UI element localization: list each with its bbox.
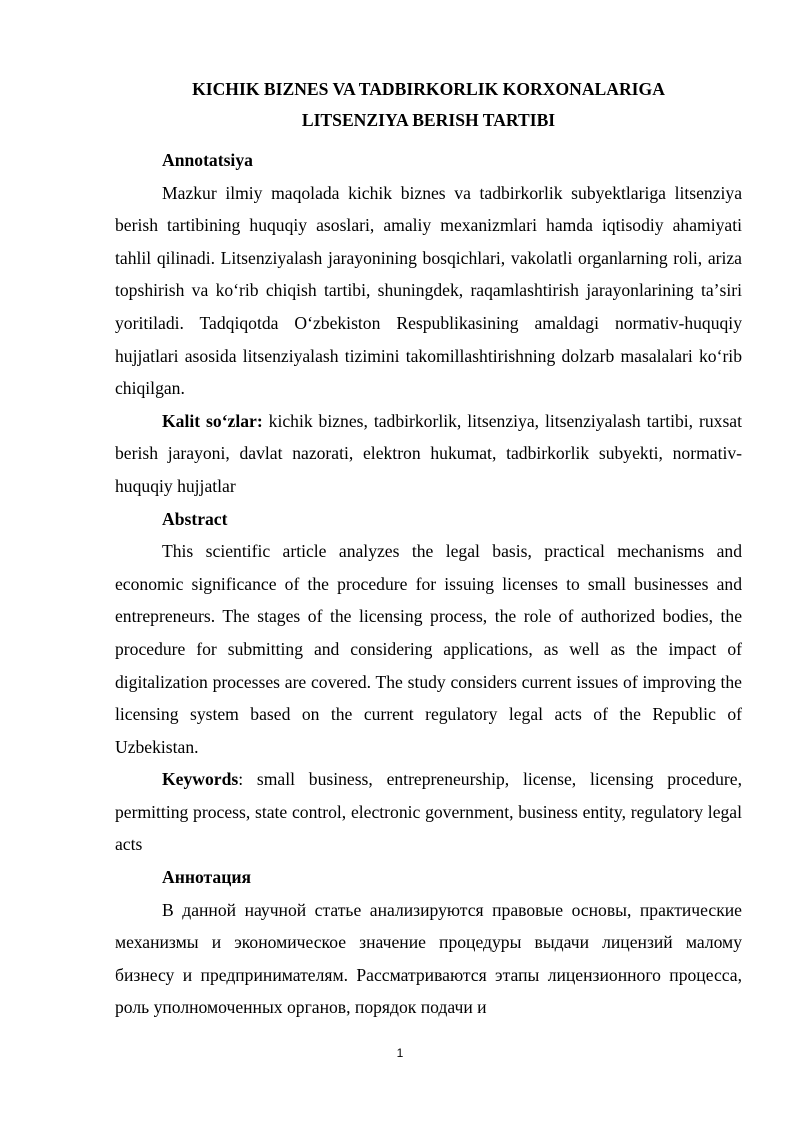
annotation-uz-heading: Annotatsiya (162, 150, 253, 170)
keywords-uz-label: Kalit soʻzlar: (162, 410, 263, 431)
annotation-ru-heading: Аннотация (162, 867, 251, 888)
keywords-en-text: : small business, entrepreneurship, license, licensing procedure, permitting process, state control, electronic government, business entity, regulatory legal acts (115, 769, 742, 855)
keywords-uz (115, 405, 742, 503)
document-page (115, 74, 742, 1024)
title-line-1: KICHIK BIZNES VA TADBIRKORLIK KORXONALARIGA (192, 79, 665, 99)
document-title (115, 74, 742, 136)
abstract-en-heading: Abstract (162, 508, 228, 529)
page-number: 1 (396, 1046, 404, 1060)
annotation-ru-text: В данной научной статье анализируются правовые основы, практические механизмы и экономическое значение процедуры выдачи лицензий малому бизнесу и предпринимателям. Рассматриваются этапы лицензионного процесса, роль уполномоченных органов, порядок подачи и (115, 899, 742, 1018)
annotation-uz-text: Mazkur ilmiy maqolada kichik biznes va tadbirkorlik subyektlariga litsenziya berish tartibining huquqiy asoslari, amaliy mexanizmlari hamda iqtisodiy ahamiyati tahlil qilinadi. Litsenziyalash jarayonining bosqichlari, vakolatli organlarning roli, ariza topshirish va koʻrib chiqish tartibi, shuningdek, raqamlashtirish jarayonlarining taʼsiri yoritiladi. Tadqiqotda Oʻzbekiston Respublikasining amaldagi normativ-huquqiy hujjatlari asosida litsenziyalash tizimini takomillashtirishning dolzarb masalalari koʻrib chiqilgan. (115, 182, 742, 399)
abstract-en-text: This scientific article analyzes the legal basis, practical mechanisms and economic significance of the procedure for issuing licenses to small businesses and entrepreneurs. The stages of the licensing process, the role of authorized bodies, the procedure for submitting and considering applications, as well as the impact of digitalization processes are covered. The study considers current issues of improving the licensing system based on the current regulatory legal acts of the Republic of Uzbekistan. (115, 541, 742, 757)
keywords-en (115, 763, 742, 861)
keywords-en-label: Keywords (162, 769, 239, 790)
keywords-uz-text: kichik biznes, tadbirkorlik, litsenziya, litsenziyalash tartibi, ruxsat berish jarayoni, davlat nazorati, elektron hukumat, tadbirkorlik subyekti, normativ-huquqiy hujjatlar (115, 410, 742, 496)
title-line-2: LITSENZIYA BERISH TARTIBI (301, 110, 556, 130)
